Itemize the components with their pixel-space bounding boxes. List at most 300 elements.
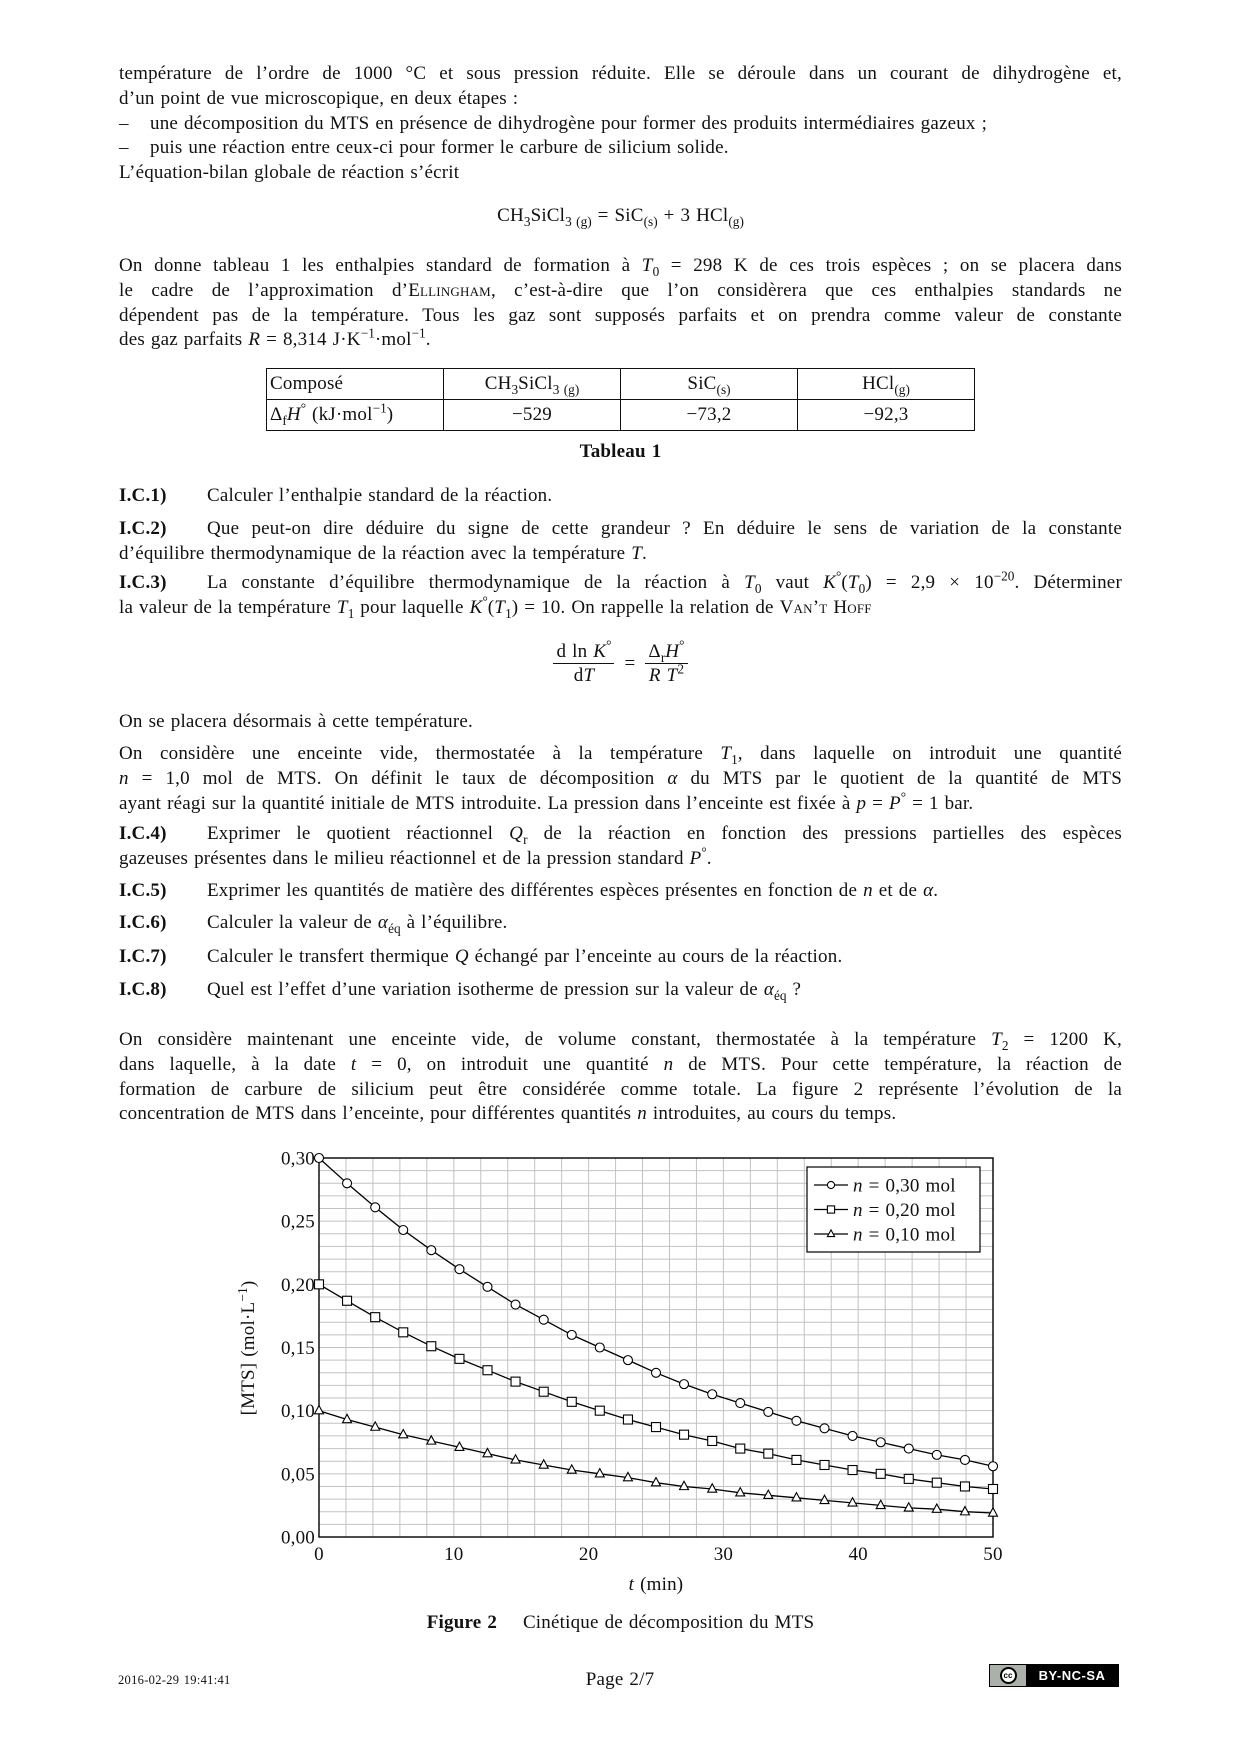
math-italic: Q [509, 823, 524, 844]
subscript: 1 [731, 752, 738, 768]
text-line [119, 279, 1122, 304]
circle-marker-icon [792, 1416, 801, 1425]
square-marker-icon [736, 1444, 745, 1453]
circle-marker-icon [567, 1330, 576, 1339]
superscript: −1 [360, 326, 375, 342]
text-line [119, 742, 1122, 767]
superscript: ° [606, 637, 612, 653]
text-run: . Déterminer [1014, 572, 1122, 593]
subscript: 3 [523, 214, 531, 230]
superscript: ° [701, 844, 707, 860]
text-run: ) = 10. On rappelle la relation de [511, 596, 780, 618]
circle-marker-icon [680, 1380, 689, 1389]
text-run: On se placera désormais à cette température. [119, 711, 473, 732]
square-marker-icon [792, 1455, 801, 1464]
text-run: SiC [687, 373, 717, 394]
x-tick-label: 30 [713, 1544, 734, 1565]
text-run: dans laquelle, à la date [119, 1053, 351, 1075]
license-text: BY-NC-SA [1038, 1668, 1106, 1683]
question-label: I.C.8) [119, 979, 167, 1000]
square-marker-icon [567, 1397, 576, 1406]
text-line [119, 304, 1122, 329]
math-italic: p [856, 792, 867, 814]
circle-marker-icon [827, 1181, 834, 1188]
text-line [119, 879, 1122, 904]
superscript: 2 [677, 661, 685, 677]
question-ic1 [119, 484, 1122, 509]
circle-marker-icon [427, 1246, 436, 1255]
square-marker-icon [876, 1469, 885, 1478]
math-italic: n [853, 1175, 863, 1197]
text-run: Calculer la valeur de [207, 912, 378, 933]
intro-paragraph [119, 62, 1122, 186]
text-run: la valeur de la température [119, 596, 337, 618]
square-marker-icon [827, 1206, 834, 1213]
text-run: , dans laquelle on introduit une quantité [737, 743, 1122, 764]
text-run: L’équation-bilan globale de réaction s’écrit [119, 162, 460, 184]
math-italic: n [119, 767, 129, 789]
square-marker-icon [483, 1366, 492, 1375]
square-marker-icon [904, 1474, 913, 1483]
circle-marker-icon [820, 1424, 829, 1433]
legend-label [853, 1225, 956, 1246]
square-marker-icon [820, 1460, 829, 1469]
math-italic: T [720, 743, 732, 764]
text-line [119, 767, 1122, 792]
text-line [119, 161, 1122, 186]
question-ic3 [119, 568, 1122, 621]
square-marker-icon [652, 1423, 661, 1432]
text-run: d’un point de vue microscopique, en deux étapes : [119, 87, 519, 109]
text-run: Δ [648, 640, 661, 662]
text-run: dépendent pas de la température. Tous les gaz sont supposés parfaits et on prendra comme valeur de constante [119, 304, 1122, 326]
figure-caption [119, 1611, 1122, 1636]
figure-caption-line [119, 1611, 1122, 1636]
text-run: formation de carbure de silicium peut être considérée comme totale. La figure 2 représente l’évolution de la [119, 1078, 1122, 1100]
math-italic: α [763, 979, 775, 1000]
text-run: −529 [511, 404, 552, 425]
text-run: puis une réaction entre ceux-ci pour former le carbure de silicium solide. [150, 137, 729, 159]
table-header-cell [621, 369, 798, 400]
equals-sign: = [624, 653, 636, 674]
circle-marker-icon [876, 1438, 885, 1447]
question-label: I.C.4) [119, 823, 167, 844]
text-run: d [573, 664, 584, 686]
text-run: = SiC [591, 205, 644, 226]
superscript: −1 [372, 400, 387, 416]
subscript: (s) [643, 214, 658, 230]
legend-label [853, 1176, 956, 1197]
square-marker-icon [343, 1296, 352, 1305]
fraction-lhs [553, 637, 614, 688]
text-line [119, 911, 1122, 936]
text-run: = 0, on introduit une quantité [356, 1053, 664, 1075]
text-run: Calculer le transfert thermique [207, 946, 455, 967]
text-run: ) [386, 404, 394, 425]
mts-decomposition-chart [200, 1130, 1040, 1610]
math-italic: n [637, 1103, 647, 1125]
text-run: Que peut-on dire déduire du signe de cette grandeur ? En déduire le sens de variation de la constante [207, 518, 1122, 539]
text-run: HCl [862, 373, 895, 394]
text-run: . [933, 880, 939, 901]
text-line [119, 87, 1122, 112]
circle-marker-icon [989, 1462, 998, 1471]
text-run: = 0,30 mol [862, 1175, 956, 1197]
subscript: 3 [511, 382, 519, 398]
math-italic: K [593, 640, 607, 662]
subscript: 1 [505, 605, 512, 621]
circle-marker-icon [483, 1282, 492, 1291]
superscript: −1 [411, 326, 426, 342]
square-marker-icon [455, 1354, 464, 1363]
subscript: (g) [894, 382, 910, 398]
data-paragraph [119, 254, 1122, 353]
equation-line [119, 204, 1122, 229]
square-marker-icon [680, 1430, 689, 1439]
superscript: −1 [234, 1287, 250, 1302]
table-caption [119, 440, 1122, 465]
subscript: (s) [716, 382, 731, 398]
bullet-dash: – [119, 137, 129, 159]
text-run: SiCl [518, 373, 553, 394]
text-run: On considère maintenant une enceinte vide, de volume constant, thermostatée à la température [119, 1029, 992, 1050]
text-run: Calculer l’enthalpie standard de la réaction. [207, 485, 553, 506]
math-italic: T [336, 596, 348, 618]
x-tick-label: 10 [444, 1544, 464, 1565]
text-line [119, 710, 1122, 735]
text-run: = [866, 792, 889, 814]
math-italic: T [847, 572, 859, 593]
subscript: r [660, 649, 666, 665]
text-run: La constante d’équilibre thermodynamique de la réaction à [207, 572, 745, 593]
y-tick-label: 0,10 [280, 1401, 315, 1423]
text-run: . [642, 542, 647, 564]
square-marker-icon [595, 1406, 604, 1415]
chart-legend [807, 1167, 980, 1252]
square-marker-icon [848, 1466, 857, 1475]
text-line [119, 1078, 1122, 1103]
text-line [119, 1102, 1122, 1127]
math-italic: R T [648, 664, 678, 686]
text-line [119, 978, 1122, 1003]
text-line [119, 542, 1122, 567]
text-run: du MTS par le quotient de la quantité de MTS [677, 767, 1123, 789]
math-italic: T [631, 542, 643, 564]
text-run: (min) [634, 1574, 684, 1595]
text-run: pour laquelle [354, 596, 470, 618]
subscript: 3 (g) [565, 214, 592, 230]
question-ic2 [119, 517, 1122, 567]
question-ic7 [119, 945, 1122, 970]
text-run: −92,3 [863, 404, 909, 425]
text-run: gazeuses présentes dans le milieu réactionnel et de la pression standard [119, 847, 690, 869]
math-italic: P [888, 792, 901, 814]
x-tick-label: 20 [578, 1544, 599, 1565]
question-ic5 [119, 879, 1122, 904]
table-cell [267, 400, 444, 431]
circle-marker-icon [595, 1343, 604, 1352]
math-italic: α [923, 880, 934, 901]
text-run: , c’est-à-dire que l’on considèrera que ces enthalpies standards ne [490, 279, 1122, 301]
text-run: de MTS. Pour cette température, la réaction de [673, 1053, 1122, 1075]
table-cell [621, 400, 798, 431]
legend-label [853, 1200, 956, 1221]
vant-hoff-formula [119, 637, 1122, 688]
placement-paragraph [119, 710, 1122, 735]
question-label: I.C.7) [119, 946, 167, 967]
square-marker-icon [511, 1377, 520, 1386]
page-number: Page 2/7 [585, 1669, 655, 1690]
text-line [119, 136, 1122, 161]
question-ic8 [119, 978, 1122, 1003]
subscript: 1 [347, 605, 355, 621]
text-run: à l’équilibre. [400, 912, 508, 933]
fraction-denominator [646, 661, 687, 688]
question-ic4 [119, 822, 1122, 872]
text-run: . [706, 847, 712, 869]
math-italic: H [286, 404, 301, 425]
circle-marker-icon [652, 1368, 661, 1377]
math-italic: α [667, 767, 678, 789]
question-label: I.C.2) [119, 518, 167, 539]
circle-marker-icon [315, 1154, 324, 1163]
circle-marker-icon [539, 1315, 548, 1324]
math-italic: T [641, 255, 653, 276]
math-italic: T [744, 572, 755, 593]
square-marker-icon [427, 1342, 436, 1351]
square-marker-icon [623, 1415, 632, 1424]
text-run: ) [238, 1280, 259, 1288]
text-run: le cadre de l’approximation d’ [119, 279, 409, 301]
text-run: ( [487, 596, 495, 618]
text-run: = 1 bar. [906, 792, 974, 814]
circle-marker-icon [736, 1399, 745, 1408]
text-run: = 0,20 mol [862, 1200, 956, 1221]
math-italic: H [665, 640, 680, 662]
table-cell [798, 400, 975, 431]
text-run: Exprimer le quotient réactionnel [207, 823, 510, 844]
text-run: (kJ·mol [306, 404, 373, 425]
square-marker-icon [371, 1313, 380, 1322]
subscript: (g) [728, 214, 744, 230]
reaction-equation [119, 204, 1122, 229]
circle-marker-icon [960, 1455, 969, 1464]
text-run: . [425, 329, 431, 351]
table-row [267, 400, 975, 431]
x-tick-label: 40 [848, 1544, 868, 1565]
small-caps-name: Van’t Hoff [779, 596, 872, 618]
circle-marker-icon [399, 1226, 408, 1235]
question-label: I.C.6) [119, 912, 167, 933]
small-caps-name: Ellingham [408, 279, 491, 301]
superscript: −20 [993, 568, 1015, 584]
subscript: 0 [754, 581, 762, 597]
text-run: = 1,0 mol de MTS. On définit le taux de décomposition [128, 767, 668, 789]
license-badge[interactable] [989, 1664, 1119, 1687]
subscript: 2 [1001, 1038, 1009, 1054]
table-header-cell [444, 369, 621, 400]
math-italic: T [583, 664, 595, 686]
bullet-dash: – [119, 112, 129, 134]
footer-timestamp: 2016-02-29 19:41:41 [118, 1673, 231, 1687]
math-italic: K [823, 572, 837, 593]
text-run: et de [872, 880, 924, 901]
text-line [119, 112, 1122, 137]
text-run: d ln [556, 640, 594, 662]
kinetics-paragraph [119, 1028, 1122, 1127]
table-cell [444, 400, 621, 431]
text-line [119, 1053, 1122, 1078]
question-label: I.C.5) [119, 880, 167, 901]
text-line [119, 568, 1122, 597]
figure-caption-text: Cinétique de décomposition du MTS [522, 1612, 815, 1633]
x-axis-label [629, 1574, 684, 1595]
text-run: = 1200 K, [1008, 1029, 1122, 1050]
text-run: Exprimer les quantités de matière des différentes espèces présentes en fonction de [207, 880, 864, 901]
math-italic: T [494, 596, 506, 618]
text-line [119, 254, 1122, 279]
circle-marker-icon [455, 1265, 464, 1274]
circle-marker-icon [904, 1444, 913, 1453]
math-italic: n [853, 1200, 863, 1221]
text-line [119, 1028, 1122, 1053]
text-run: = 0,10 mol [862, 1224, 956, 1246]
circle-marker-icon [371, 1203, 380, 1212]
text-run: = 298 K de ces trois espèces ; on se placera dans [659, 255, 1123, 276]
text-run: ayant réagi sur la quantité initiale de MTS introduite. La pression dans l’enceinte est fixée à [119, 792, 857, 814]
fraction-numerator [645, 637, 687, 665]
x-tick-label: 50 [983, 1544, 1003, 1565]
superscript: ° [900, 789, 907, 805]
text-line [119, 822, 1122, 847]
square-marker-icon [932, 1478, 941, 1487]
superscript: ° [300, 400, 307, 416]
text-run: une décomposition du MTS en présence de dihydrogène pour former des produits intermédiaires gazeux ; [150, 112, 988, 134]
math-italic: t [628, 1574, 635, 1595]
figure-label: Figure 2 [426, 1612, 498, 1633]
x-tick-label: 0 [314, 1544, 324, 1565]
text-run: des gaz parfaits [119, 329, 249, 351]
square-marker-icon [539, 1387, 548, 1396]
square-marker-icon [399, 1328, 408, 1337]
y-tick-label: 0,15 [280, 1338, 315, 1359]
text-run: = 8,314 J·K [260, 329, 361, 351]
math-italic: K [469, 596, 483, 618]
text-run: échangé par l’enceinte au cours de la réaction. [468, 946, 843, 967]
subscript: 0 [652, 264, 660, 280]
y-tick-label: 0,05 [280, 1464, 315, 1486]
circle-marker-icon [343, 1179, 352, 1188]
fraction-numerator [553, 637, 614, 664]
text-line [119, 484, 1122, 509]
text-run: de la réaction en fonction des pressions partielles des espèces [527, 823, 1122, 844]
table-header-cell [798, 369, 975, 400]
text-run: Quel est l’effet d’une variation isotherme de pression sur la valeur de [207, 979, 764, 1000]
text-line [119, 62, 1122, 87]
table-header-cell [267, 369, 444, 400]
y-tick-label: 0,20 [280, 1274, 315, 1296]
table-caption-text: Tableau 1 [579, 441, 662, 462]
y-tick-label: 0,00 [280, 1527, 315, 1549]
square-marker-icon [960, 1482, 969, 1491]
subscript: 0 [858, 581, 866, 597]
text-run: On donne tableau 1 les enthalpies standard de formation à [119, 255, 642, 276]
enclosure-paragraph [119, 742, 1122, 816]
text-line [119, 945, 1122, 970]
text-run: CH [484, 373, 512, 394]
circle-marker-icon [764, 1407, 773, 1416]
text-run: Composé [270, 373, 344, 394]
text-run: On considère une enceinte vide, thermostatée à la température [119, 743, 721, 764]
math-italic: t [350, 1053, 357, 1075]
y-tick-label: 0,25 [280, 1211, 315, 1233]
creative-commons-icon: cc [1000, 1667, 1017, 1684]
math-italic: Q [454, 946, 469, 967]
math-italic: n [853, 1224, 863, 1246]
question-ic6 [119, 911, 1122, 936]
superscript: ° [679, 637, 685, 653]
math-italic: P [689, 847, 702, 869]
circle-marker-icon [708, 1390, 717, 1399]
square-marker-icon [989, 1484, 998, 1493]
text-run: Δ [270, 404, 283, 425]
subscript: éq [388, 921, 401, 937]
subscript: f [282, 413, 287, 429]
text-run: vaut [761, 572, 824, 593]
text-run: introduites, au cours du temps. [646, 1103, 897, 1125]
subscript: éq [774, 988, 787, 1004]
text-run: CH [497, 205, 524, 226]
text-line [119, 517, 1122, 542]
text-run: −73,2 [686, 404, 732, 425]
text-run: + 3 HCl [657, 205, 729, 226]
text-run: ·mol [374, 329, 412, 351]
subscript: r [523, 832, 528, 848]
text-run: SiCl [530, 205, 566, 226]
text-line [119, 789, 1122, 817]
question-label: I.C.3) [119, 572, 167, 593]
superscript: ° [836, 568, 842, 584]
y-axis-label [235, 1281, 260, 1416]
circle-marker-icon [848, 1431, 857, 1440]
superscript: ° [482, 593, 488, 609]
circle-marker-icon [511, 1300, 520, 1309]
text-run: ) = 2,9 × 10 [865, 572, 994, 593]
text-run: [MTS] (mol·L [238, 1301, 259, 1416]
text-line [119, 593, 1122, 621]
square-marker-icon [764, 1449, 773, 1458]
circle-marker-icon [932, 1450, 941, 1459]
question-label: I.C.1) [119, 485, 167, 506]
y-tick-label: 0,30 [280, 1148, 315, 1170]
enthalpy-table [266, 368, 975, 431]
cc-icon-area [990, 1665, 1026, 1686]
math-italic: n [663, 1053, 674, 1075]
square-marker-icon [315, 1280, 324, 1289]
math-italic: R [248, 329, 261, 351]
math-italic: n [863, 880, 873, 901]
subscript: 3 (g) [552, 382, 580, 398]
text-run: température de l’ordre de 1000 °C et sous pression réduite. Elle se déroule dans un courant de dihydrogène et, [119, 63, 1122, 84]
math-italic: T [991, 1029, 1002, 1050]
text-run: ( [841, 572, 848, 593]
text-run: concentration de MTS dans l’enceinte, pour différentes quantités [119, 1103, 638, 1125]
table-header-row [267, 369, 975, 400]
text-line [119, 844, 1122, 872]
fraction-rhs [645, 637, 687, 688]
text-line [119, 328, 1122, 353]
math-italic: α [377, 912, 389, 933]
